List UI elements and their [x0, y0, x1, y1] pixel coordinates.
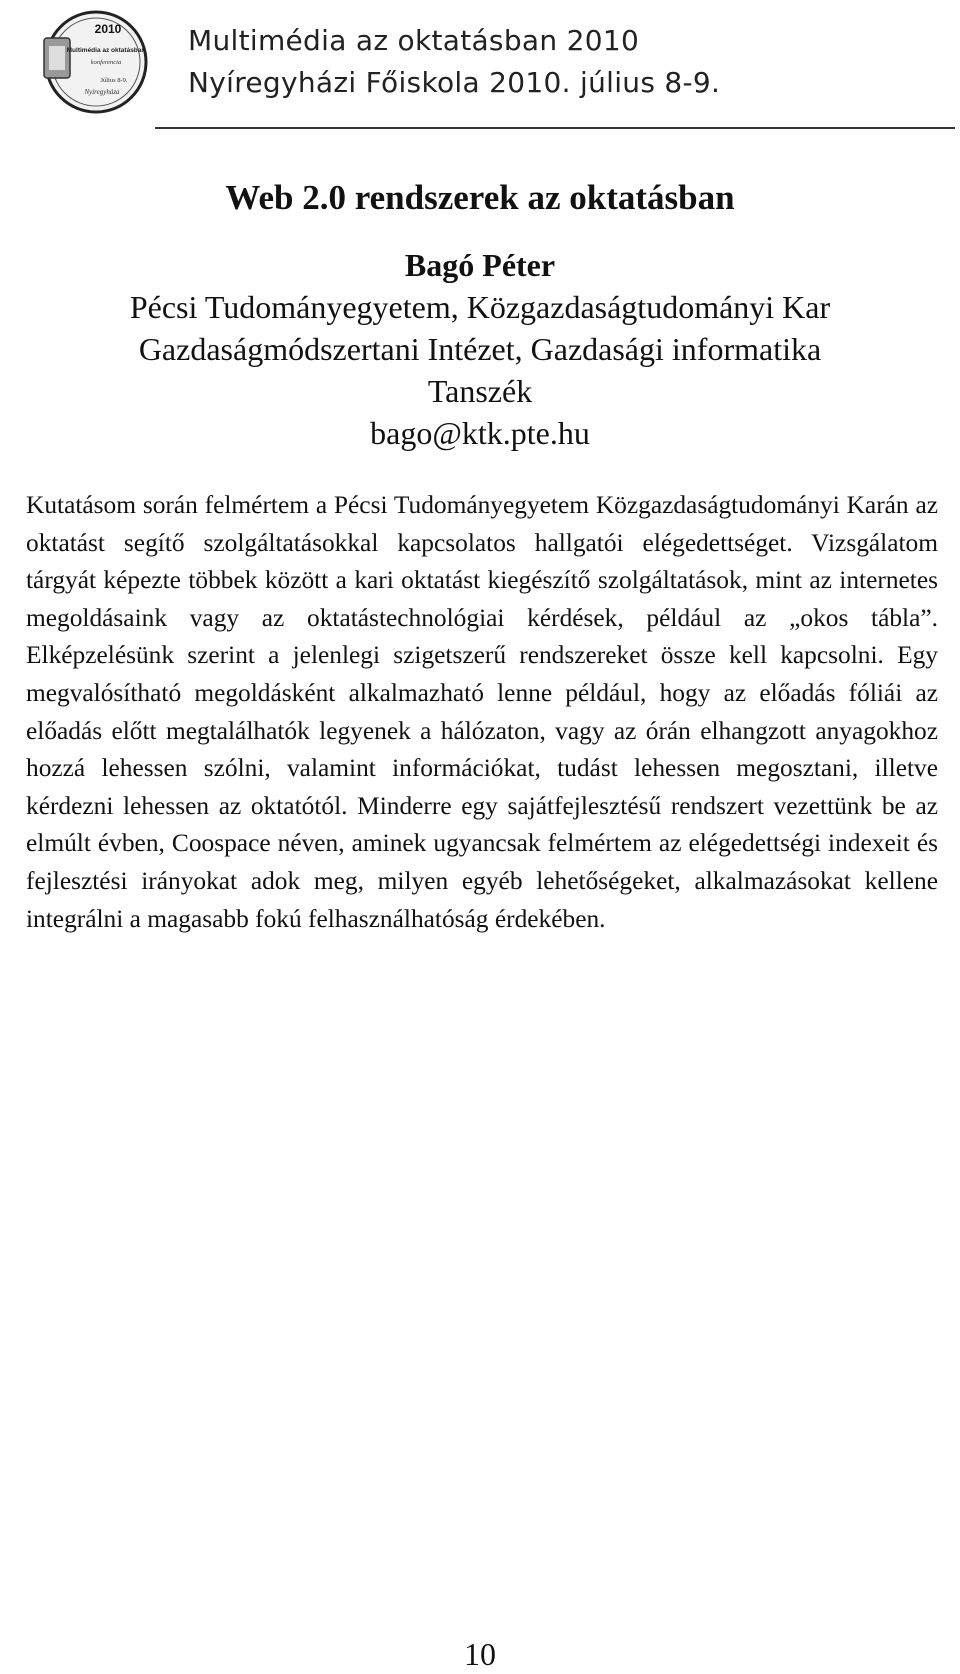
page-header: [0, 0, 960, 128]
header-divider: [155, 127, 955, 129]
logo-subtitle: konferencia: [90, 59, 122, 66]
logo-title: Multimédia az oktatásban: [66, 47, 146, 54]
logo-year: 2010: [94, 22, 122, 36]
conference-logo-icon: [38, 8, 156, 116]
author-email: bago@ktk.pte.hu: [370, 415, 590, 451]
paper-title: Web 2.0 rendszerek az oktatásban: [225, 178, 735, 217]
affiliation-line-1: Pécsi Tudományegyetem, Közgazdaságtudományi Kar: [129, 289, 831, 325]
logo-date: Július 8-9.: [100, 77, 128, 84]
abstract-paragraph: Kutatásom során felmértem a Pécsi Tudományegyetem Közgazdaságtudományi Karán az oktatást segítő szolgáltatásokkal kapcsolatos hallgatói elégedettséget. Vizsgálatom tárgyát képezte többek között a kari oktatást kiegészítő szolgáltatások, mint az internetes megoldásaink vagy az oktatástechnológiai kérdések, például az „okos tábla”. Elképzelésünk szerint a jelenlegi szigetszerű rendszereket össze kell kapcsolni. Egy megvalósítható megoldásként alkalmazható lenne például, hogy az előadás fóliái az előadás előtt megtalálhatók legyenek a hálózaton, vagy az órán elhangzott anyagokhoz hozzá lehessen szólni, valamint információkat, tudást lehessen megosztani, illetve kérdezni lehessen az oktatótól. Minderre egy sajátfejlesztésű rendszert vezettünk be az elmúlt évben, Coospace néven, aminek ugyancsak felmértem az elégedettségi indexeit és fejlesztési irányokat adok meg, milyen egyéb lehetőségeket, alkalmazásokat kellene integrálni a magasabb fokú felhasználhatóság érdekében.: [26, 491, 938, 933]
conference-name: Multimédia az oktatásban 2010: [188, 24, 640, 57]
conference-venue-date: Nyíregyházi Főiskola 2010. július 8-9.: [188, 66, 721, 99]
logo-city: Nyíregyháza: [84, 88, 120, 96]
page-number: 10: [464, 1636, 496, 1672]
affiliation-line-3: Tanszék: [427, 373, 533, 409]
author-block: [26, 244, 934, 454]
author-name: Bagó Péter: [404, 247, 556, 283]
affiliation-line-2: Gazdaságmódszertani Intézet, Gazdasági informatika: [138, 331, 822, 367]
